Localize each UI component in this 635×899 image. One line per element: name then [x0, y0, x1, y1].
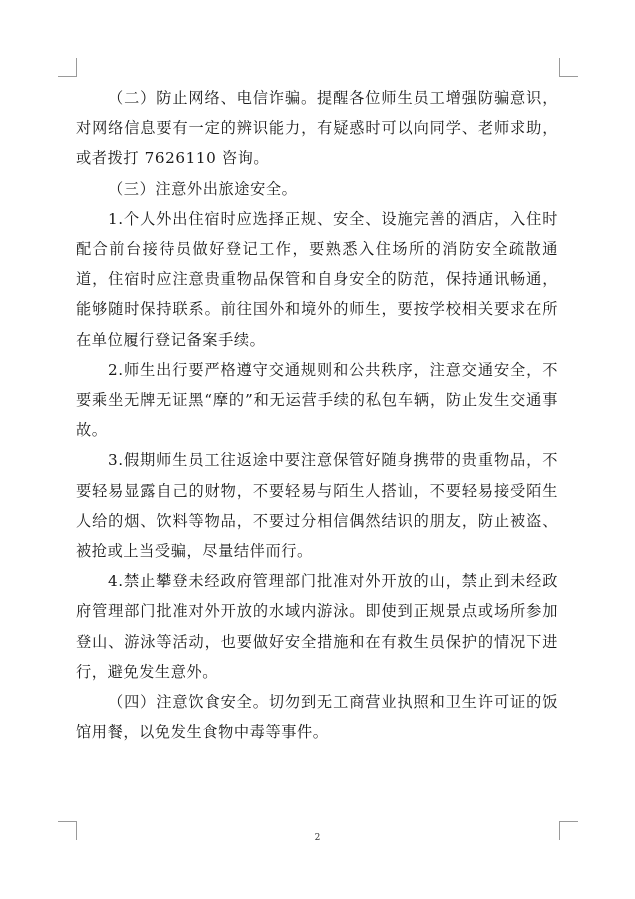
document-body [76, 83, 558, 747]
crop-mark-top-right [559, 58, 578, 77]
paragraph-food-safety: （四）注意饮食安全。切勿到无工商营业执照和卫生许可证的饭馆用餐，以免发生食物中毒等事件。 [76, 693, 558, 742]
paragraph-travel-safety-heading: （三）注意外出旅途安全。 [108, 179, 298, 198]
paragraph-property-safety: 3.假期师生员工往返途中要注意保管好随身携带的贵重物品，不要轻易显露自己的财物，不要轻易与陌生人搭讪，不要轻易接受陌生人给的烟、饮料等物品，不要过分相信偶然结识的朋友，防止被盗、被抢或上当受骗，尽量结伴而行。 [76, 451, 558, 561]
paragraph-outdoor-safety: 4.禁止攀登未经政府管理部门批准对外开放的山，禁止到未经政府管理部门批准对外开放的水域内游泳。即使到正规景点或场所参加登山、游泳等活动，也要做好安全措施和在有救生员保护的情况下进行，避免发生意外。 [76, 572, 558, 681]
paragraph-traffic-safety: 2.师生出行要严格遵守交通规则和公共秩序，注意交通安全，不要乘坐无牌无证黑“摩的”和无运营手续的私包车辆，防止发生交通事故。 [76, 360, 558, 440]
paragraph-anti-fraud: （二）防止网络、电信诈骗。提醒各位师生员工增强防骗意识，对网络信息要有一定的辨识能力，有疑惑时可以向同学、老师求助，或者拨打 7626110 咨询。 [76, 89, 558, 168]
crop-mark-top-left [58, 58, 77, 77]
page-number: 2 [314, 833, 321, 843]
paragraph-lodging-safety: 1.个人外出住宿时应选择正规、安全、设施完善的酒店，入住时配合前台接待员做好登记工作，要熟悉入住场所的消防安全疏散通道，住宿时应注意贵重物品保管和自身安全的防范，保持通讯畅通，能够随时保持联系。前往国外和境外的师生，要按学校相关要求在所在单位履行登记备案手续。 [76, 209, 558, 349]
